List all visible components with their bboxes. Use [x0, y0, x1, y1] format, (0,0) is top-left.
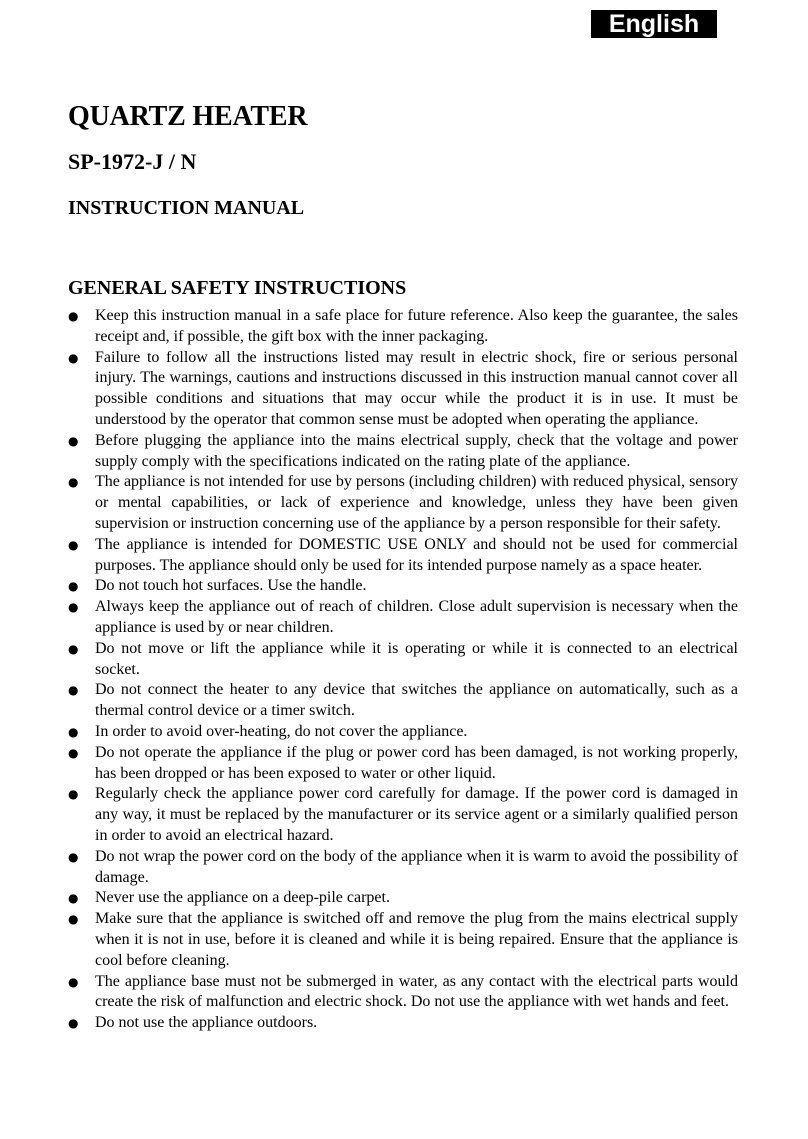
section-title-safety: GENERAL SAFETY INSTRUCTIONS — [68, 277, 407, 299]
list-item — [68, 1013, 738, 1034]
bullet-dot-icon: ● — [68, 891, 79, 906]
bullet-dot-icon: ● — [68, 724, 79, 739]
list-item — [68, 847, 738, 889]
list-item-text: Before plugging the appliance into the mains electrical supply, check that the voltage and power supply comply with the specifications indicated on the rating plate of the appliance. — [95, 431, 738, 470]
list-item — [68, 576, 738, 597]
list-item — [68, 639, 738, 681]
bullet-dot-icon: ● — [68, 683, 79, 698]
list-item — [68, 909, 738, 971]
bullet-dot-icon: ● — [68, 537, 79, 552]
document-title: QUARTZ HEATER — [68, 101, 308, 132]
bullet-dot-icon: ● — [68, 350, 79, 365]
list-item-text: Do not move or lift the appliance while it is operating or while it is connected to an electrical socket. — [95, 639, 738, 678]
list-item-text: The appliance is not intended for use by persons (including children) with reduced physical, sensory or mental capabilities, or lack of experience and knowledge, unless they have been given supervision or instruction concerning use of the appliance by a person responsible for their safety. — [95, 473, 738, 532]
bullet-dot-icon: ● — [68, 974, 79, 989]
list-item-text: Do not touch hot surfaces. Use the handle. — [95, 577, 367, 595]
model-number: SP-1972-J / N — [68, 149, 197, 174]
bullet-dot-icon: ● — [68, 787, 79, 802]
list-item-text: The appliance is intended for DOMESTIC USE ONLY and should not be used for commercial purposes. The appliance should only be used for its intended purpose namely as a space heater. — [95, 535, 738, 574]
list-item-text: Always keep the appliance out of reach of children. Close adult supervision is necessary when the appliance is used by or near children. — [95, 598, 738, 636]
list-item — [68, 722, 738, 743]
bullet-dot-icon: ● — [68, 745, 79, 760]
list-item-text: Do not operate the appliance if the plug or power cord has been damaged, is not working properly, has been dropped or has been exposed to water or other liquid. — [95, 743, 738, 782]
list-item — [68, 680, 738, 722]
list-item-text: Do not use the appliance outdoors. — [95, 1014, 318, 1032]
language-badge: English — [591, 10, 717, 38]
list-item-text: Do not wrap the power cord on the body of the appliance when it is warm to avoid the possibility of damage. — [95, 847, 738, 886]
safety-instructions-list — [68, 306, 738, 1034]
list-item — [68, 784, 738, 846]
list-item — [68, 972, 738, 1014]
bullet-dot-icon: ● — [68, 641, 79, 656]
bullet-dot-icon: ● — [68, 309, 79, 323]
list-item — [68, 348, 738, 431]
bullet-dot-icon: ● — [68, 912, 79, 927]
list-item — [68, 472, 738, 534]
list-item-text: The appliance base must not be submerged in water, as any contact with the electrical parts would create the risk of malfunction and electric shock. Do not use the appliance with wet hands and feet. — [95, 972, 738, 1011]
list-item-text: Failure to follow all the instructions listed may result in electric shock, fire or serious personal injury. The warnings, cautions and instructions discussed in this instruction manual cannot cover all possible conditions and situations that may occur while the product it is in use. It must be understood by the operator that common sense must be adopted when operating the appliance. — [95, 348, 738, 428]
bullet-dot-icon: ● — [68, 433, 79, 448]
bullet-dot-icon: ● — [68, 600, 79, 615]
list-item — [68, 743, 738, 785]
bullet-dot-icon: ● — [68, 475, 79, 490]
list-item — [68, 888, 738, 909]
list-item-text: Do not connect the heater to any device that switches the appliance on automatically, such as a thermal control device or a timer switch. — [95, 681, 738, 720]
document-subtitle: INSTRUCTION MANUAL — [68, 197, 305, 219]
list-item — [68, 597, 738, 639]
bullet-dot-icon: ● — [68, 579, 79, 594]
list-item-text: Regularly check the appliance power cord carefully for damage. If the power cord is damaged in any way, it must be replaced by the manufacturer or its service agent or a similarly qualified person in order to avoid an electrical hazard. — [95, 785, 738, 844]
list-item-text: Never use the appliance on a deep-pile carpet. — [95, 889, 390, 907]
bullet-dot-icon: ● — [68, 1016, 79, 1031]
list-item — [68, 431, 738, 473]
bullet-dot-icon: ● — [68, 849, 79, 864]
list-item-text: Make sure that the appliance is switched off and remove the plug from the mains electrical supply when it is not in use, before it is cleaned and while it is being repaired. Ensure that the appliance is cool before cleaning. — [95, 910, 738, 969]
list-item — [68, 306, 738, 348]
list-item-text: Keep this instruction manual in a safe place for future reference. Also keep the guarantee, the sales receipt and, if possible, the gift box with the inner packaging. — [95, 307, 738, 345]
list-item-text: In order to avoid over-heating, do not cover the appliance. — [95, 722, 468, 740]
list-item — [68, 535, 738, 577]
